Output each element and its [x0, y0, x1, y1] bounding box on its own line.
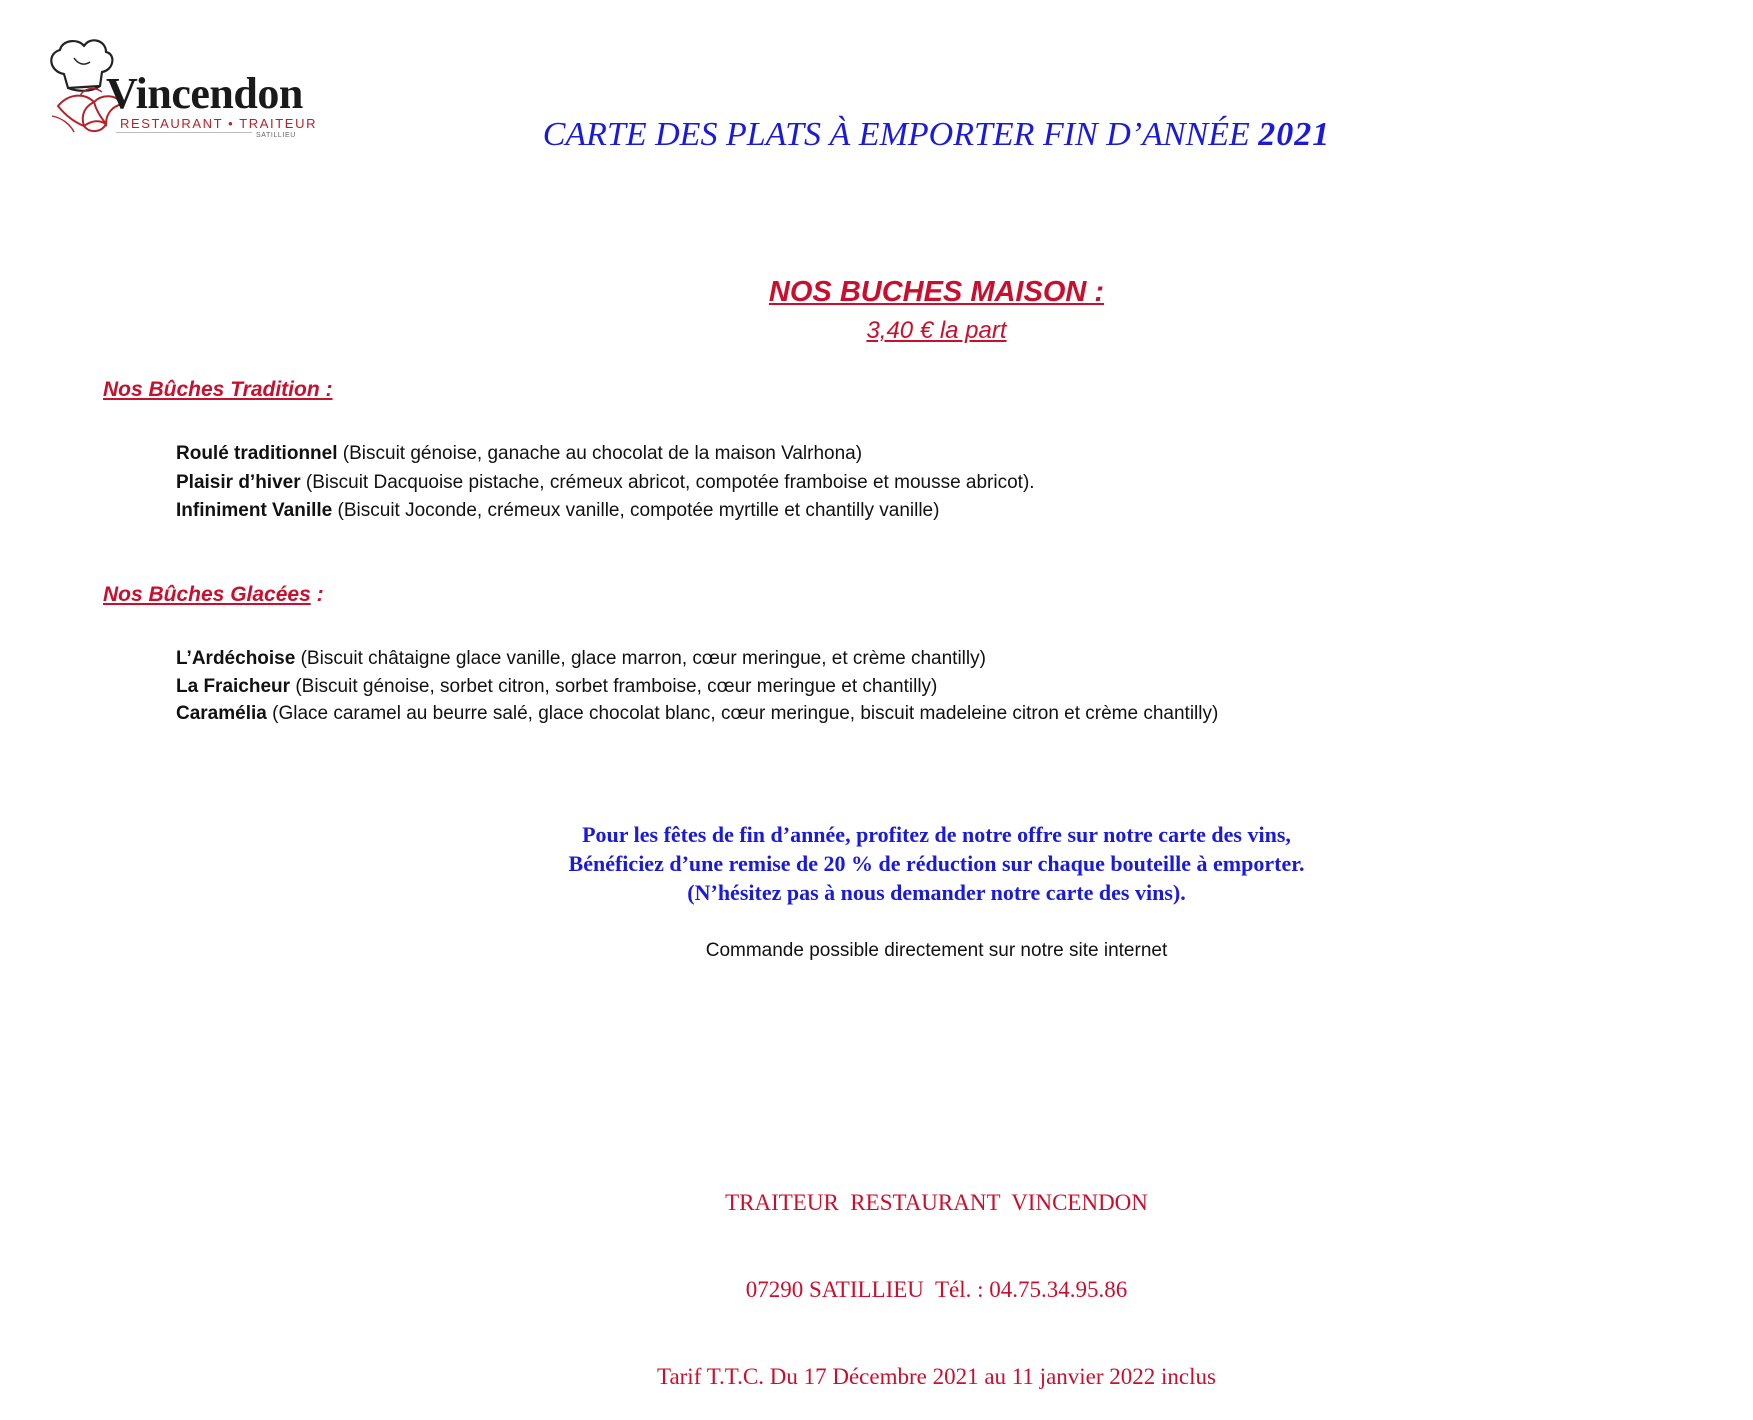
item-name: L’Ardéchoise	[176, 648, 296, 669]
list-item	[176, 443, 862, 465]
item-desc: (Biscuit châtaigne glace vanille, glace marron, cœur meringue, et crème chantilly)	[295, 648, 986, 669]
logo-subtitle: RESTAURANT • TRAITEUR	[120, 116, 318, 131]
category-title-tradition	[103, 378, 332, 402]
logo-place: SATILLIEU	[256, 132, 296, 139]
list-item	[176, 648, 986, 670]
order-note: Commande possible directement sur notre site internet	[705, 940, 1168, 961]
footer-line: TRAITEUR RESTAURANT VINCENDON	[725, 1190, 1148, 1215]
section-price: 3,40 € la part	[866, 317, 1007, 344]
item-name: Infiniment Vanille	[176, 500, 333, 521]
list-item	[176, 676, 937, 698]
list-item	[176, 500, 939, 522]
item-name: Plaisir d’hiver	[176, 472, 301, 493]
item-desc: (Biscuit Dacquoise pistache, crémeux abricot, compotée framboise et mousse abricot).	[300, 472, 1035, 493]
page-title-text: CARTE DES PLATS À EMPORTER FIN D’ANNÉE	[542, 116, 1250, 153]
item-name: Roulé traditionnel	[176, 443, 338, 464]
promo-line: Bénéficiez d’une remise de 20 % de réduction sur chaque bouteille à emporter.	[568, 851, 1305, 876]
footer-line: 07290 SATILLIEU Tél. : 04.75.34.95.86	[745, 1277, 1128, 1302]
promo-block	[0, 820, 1753, 907]
page-title-year: 2021	[1258, 116, 1331, 153]
promo-line: (N’hésitez pas à nous demander notre carte des vins).	[687, 880, 1186, 905]
footer-line: Tarif T.T.C. Du 17 Décembre 2021 au 11 janvier 2022 inclus	[657, 1364, 1216, 1389]
item-desc: (Biscuit génoise, ganache au chocolat de la maison Valrhona)	[337, 443, 863, 464]
item-desc: (Biscuit génoise, sorbet citron, sorbet framboise, cœur meringue et chantilly)	[290, 676, 938, 697]
category-title-suffix: :	[310, 583, 324, 606]
item-name: Caramélia	[176, 703, 267, 724]
item-name: La Fraicheur	[176, 676, 291, 697]
logo-name: Vincendon	[106, 69, 303, 118]
list-item	[176, 703, 1218, 725]
category-title-glacees	[103, 583, 324, 607]
promo-line: Pour les fêtes de fin d’année, profitez de notre offre sur notre carte des vins,	[582, 822, 1291, 847]
item-desc: (Glace caramel au beurre salé, glace chocolat blanc, cœur meringue, biscuit madeleine citron et crème chantilly)	[266, 703, 1219, 724]
page-title	[0, 116, 1753, 154]
footer	[0, 1130, 1753, 1420]
category-title-text: Nos Bûches Tradition :	[103, 378, 333, 401]
list-item	[176, 472, 1035, 494]
section-title: NOS BUCHES MAISON :	[768, 276, 1105, 308]
item-desc: (Biscuit Joconde, crémeux vanille, compotée myrtille et chantilly vanille)	[332, 500, 940, 521]
category-title-text: Nos Bûches Glacées	[103, 583, 311, 606]
